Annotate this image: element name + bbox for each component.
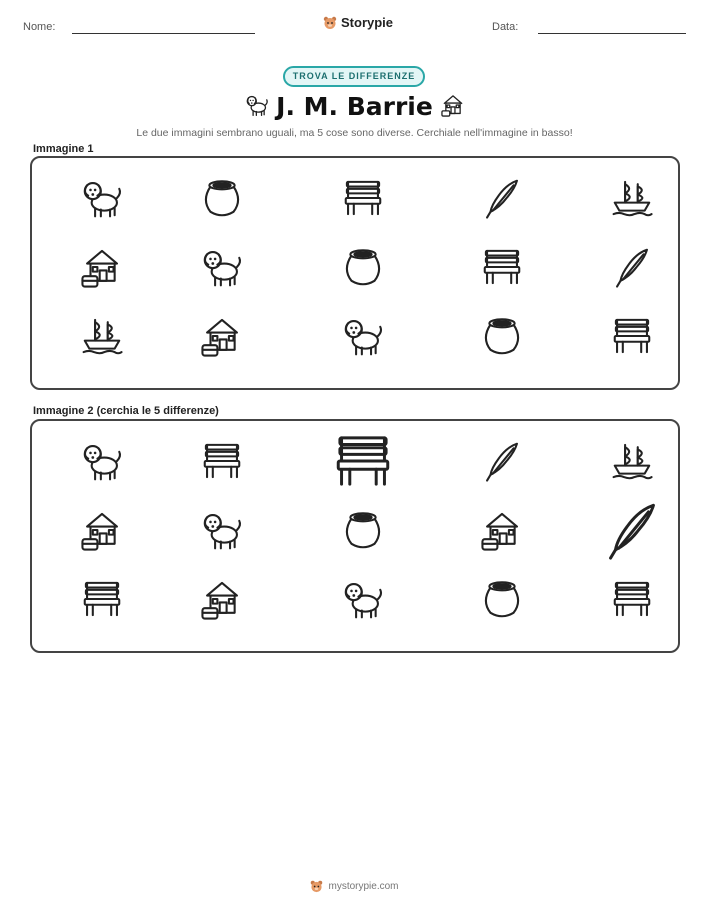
dog-icon bbox=[340, 313, 386, 359]
bench-icon bbox=[79, 576, 125, 622]
bench-icon bbox=[330, 428, 396, 494]
footer bbox=[0, 880, 709, 893]
activity-badge: TROVA LE DIFFERENZE bbox=[283, 66, 425, 87]
panel1-house-r2-c1 bbox=[79, 244, 125, 290]
panel-2-label: Immagine 2 (cerchia le 5 differenze) bbox=[33, 405, 219, 417]
pot-icon bbox=[340, 507, 386, 553]
panel1-bench-r1-c3 bbox=[340, 175, 386, 221]
page-title: J. M. Barrie bbox=[276, 92, 433, 121]
brand-name: Storypie bbox=[341, 15, 394, 30]
footer-url[interactable]: mystorypie.com bbox=[328, 881, 399, 892]
dog-icon bbox=[79, 438, 125, 484]
panel1-ship-r3-c1 bbox=[79, 313, 125, 359]
panel1-pot-r1-c2 bbox=[199, 175, 245, 221]
quill-icon bbox=[599, 497, 665, 563]
pot-icon bbox=[479, 313, 525, 359]
panel1-ship-r1-c5 bbox=[609, 175, 655, 221]
house-icon bbox=[79, 244, 125, 290]
panel2-dog-r1-c1[interactable] bbox=[79, 438, 125, 484]
dog-icon bbox=[340, 576, 386, 622]
panel2-bench-r1-c2[interactable] bbox=[199, 438, 245, 484]
panel-1-label: Immagine 1 bbox=[33, 143, 94, 155]
quill-icon bbox=[609, 244, 655, 290]
panel2-bench-r1-c3[interactable] bbox=[330, 428, 396, 494]
storypie-bear-icon bbox=[310, 880, 323, 893]
storypie-bear-icon bbox=[323, 16, 337, 30]
bench-icon bbox=[340, 175, 386, 221]
panel2-house-r2-c4[interactable] bbox=[479, 507, 525, 553]
panel1-house-r3-c2 bbox=[199, 313, 245, 359]
panel2-bench-r3-c5[interactable] bbox=[609, 576, 655, 622]
panel1-dog-r3-c3 bbox=[340, 313, 386, 359]
image-2-panel[interactable] bbox=[30, 419, 680, 653]
ship-icon bbox=[609, 438, 655, 484]
brand-logo bbox=[323, 15, 393, 30]
pot-icon bbox=[199, 175, 245, 221]
panel2-dog-r2-c2[interactable] bbox=[199, 507, 245, 553]
panel1-bench-r3-c5 bbox=[609, 313, 655, 359]
house-icon bbox=[479, 507, 525, 553]
quill-icon bbox=[479, 175, 525, 221]
panel2-dog-r3-c3[interactable] bbox=[340, 576, 386, 622]
date-line[interactable] bbox=[538, 33, 686, 34]
panel2-quill-r1-c4[interactable] bbox=[479, 438, 525, 484]
name-label: Nome: bbox=[23, 21, 56, 33]
ship-icon bbox=[79, 313, 125, 359]
house-icon bbox=[199, 576, 245, 622]
quill-icon bbox=[479, 438, 525, 484]
dog-icon bbox=[79, 175, 125, 221]
bench-icon bbox=[609, 313, 655, 359]
bench-icon bbox=[479, 244, 525, 290]
dog-icon bbox=[199, 507, 245, 553]
pot-icon bbox=[479, 576, 525, 622]
pot-icon bbox=[340, 244, 386, 290]
name-line[interactable] bbox=[72, 33, 255, 34]
panel1-bench-r2-c4 bbox=[479, 244, 525, 290]
bench-icon bbox=[199, 438, 245, 484]
image-1-panel bbox=[30, 156, 680, 390]
house-icon bbox=[439, 92, 467, 118]
panel2-house-r3-c2[interactable] bbox=[199, 576, 245, 622]
panel2-pot-r3-c4[interactable] bbox=[479, 576, 525, 622]
panel1-dog-r2-c2 bbox=[199, 244, 245, 290]
panel2-pot-r2-c3[interactable] bbox=[340, 507, 386, 553]
bench-icon bbox=[609, 576, 655, 622]
panel2-ship-r1-c5[interactable] bbox=[609, 438, 655, 484]
date-label: Data: bbox=[492, 21, 519, 33]
house-icon bbox=[79, 507, 125, 553]
ship-icon bbox=[609, 175, 655, 221]
panel1-quill-r2-c5 bbox=[609, 244, 655, 290]
instructions: Le due immagini sembrano uguali, ma 5 cose sono diverse. Cerchiale nell'immagine in basso! bbox=[136, 127, 573, 139]
panel2-bench-r3-c1[interactable] bbox=[79, 576, 125, 622]
house-icon bbox=[199, 313, 245, 359]
dog-icon bbox=[199, 244, 245, 290]
panel1-dog-r1-c1 bbox=[79, 175, 125, 221]
panel1-pot-r3-c4 bbox=[479, 313, 525, 359]
panel1-pot-r2-c3 bbox=[340, 244, 386, 290]
panel1-quill-r1-c4 bbox=[479, 175, 525, 221]
panel2-house-r2-c1[interactable] bbox=[79, 507, 125, 553]
panel2-quill-r2-c5[interactable] bbox=[599, 497, 665, 563]
